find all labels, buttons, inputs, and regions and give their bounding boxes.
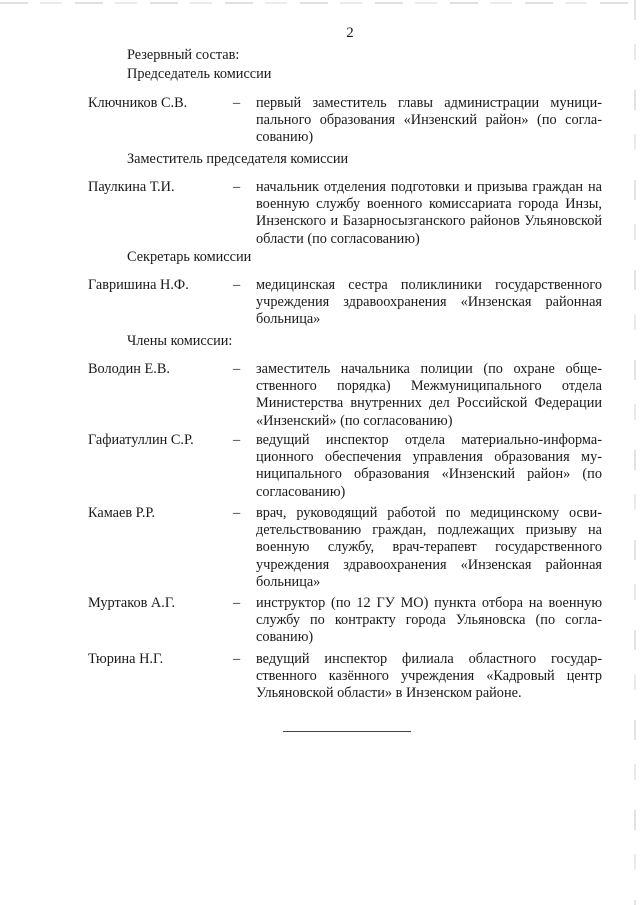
entry-dash: – [233,651,241,667]
scan-edge-right [634,0,636,905]
entry-name-kamaev: Камаев Р.Р. [88,505,156,521]
entry-name-volodin: Володин Е.В. [88,361,170,377]
heading-members: Члены комиссии: [127,333,233,349]
entry-dash: – [233,432,241,448]
entry-dash: – [233,505,241,521]
heading-secretary: Секретарь комиссии [127,249,252,265]
closing-rule [283,731,411,732]
entry-name-gavrishina: Гавришина Н.Ф. [88,277,189,293]
entry-name-paulkina: Паулкина Т.И. [88,179,175,195]
entry-description-kamaev: врач, руководящий работой по медицинскому освидетельствованию граждан, подлежащих призыву на военную службу, врач-терапевт государственного учреждения здравоохранения «Инзенская районная больница» [256,505,602,590]
entry-name-tyurina: Тюрина Н.Г. [88,651,164,667]
page-number: 2 [346,25,354,41]
entry-name-gafiatullin: Гафиатуллин С.Р. [88,432,194,448]
heading-chairman: Председатель комиссии [127,66,272,82]
entry-name-murtakov: Муртаков А.Г. [88,595,176,611]
entry-dash: – [233,179,241,195]
entry-description-paulkina: начальник отделения подготовки и призыва граждан на военную службу военного комиссариата города Инзы, Инзенского и Базарносызганского районов Ульяновской области (по согласованию) [256,179,602,247]
entry-description-klyuchnikov: первый заместитель главы администрации муниципального образования «Инзенский район» (по согласованию) [256,95,602,146]
entry-dash: – [233,277,241,293]
heading-reserve-composition: Резервный состав: [127,47,240,63]
entry-description-gavrishina: медицинская сестра поликлиники государственного учреждения здравоохранения «Инзенская районная больница» [256,277,602,328]
entry-description-gafiatullin: ведущий инспектор отдела материально-информационного обеспечения управления образования муниципального образования «Инзенский район» (по согласованию) [256,432,602,500]
entry-dash: – [233,595,241,611]
entry-description-murtakov: инструктор (по 12 ГУ МО) пункта отбора на военную службу по контракту города Ульяновска (по согласованию) [256,595,602,646]
heading-deputy-chairman: Заместитель председателя комиссии [127,151,349,167]
entry-name-klyuchnikov: Ключников С.В. [88,95,188,111]
scan-edge-top [0,2,640,4]
entry-description-volodin: заместитель начальника полиции (по охране общественного порядка) Межмуниципального отдела Министерства внутренних дел Российской Федерации «Инзенский» (по согласованию) [256,361,602,429]
entry-dash: – [233,361,241,377]
entry-dash: – [233,95,241,111]
entry-description-tyurina: ведущий инспектор филиала областного государственного казённого учреждения «Кадровый центр Ульяновской области» в Инзенском районе. [256,651,602,702]
